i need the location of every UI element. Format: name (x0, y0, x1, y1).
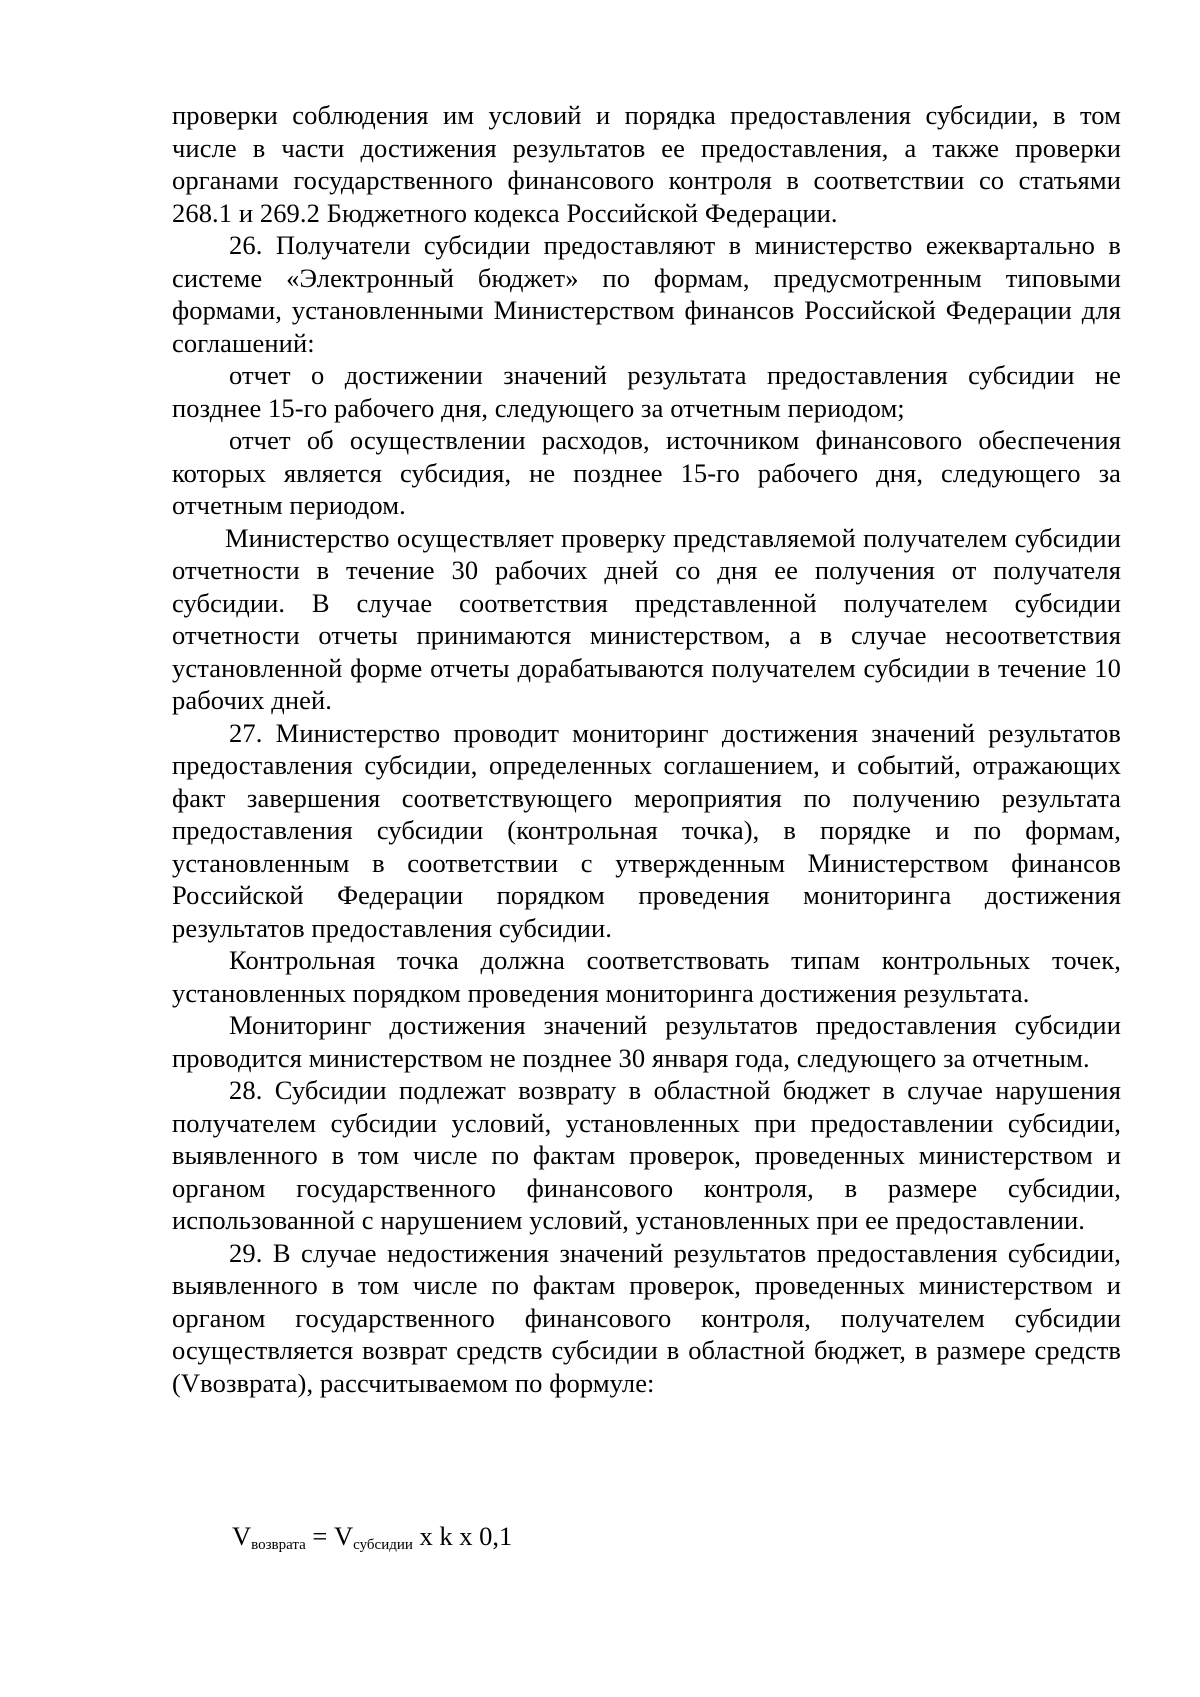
paragraph-27-control-point: Контрольная точка должна соответствовать типам контрольных точек, установленных порядком проведения мониторинга достижения результата. (172, 945, 1121, 1008)
paragraph-27: 27. Министерство проводит мониторинг достижения значений результатов предоставления субсидии, определенных соглашением, и событий, отражающих факт завершения соответствующего мероприятия по получению результата предоставления субсидии (контрольная точка), в порядке и по формам, установленным в соответствии с утвержденным Министерством финансов Российской Федерации порядком проведения мониторинга достижения результатов предоставления субсидии. (172, 717, 1121, 943)
formula-lhs-symbol: V (232, 1521, 252, 1551)
formula-rhs-subscript: субсидии (353, 1537, 413, 1553)
paragraph-29: 29. В случае недостижения значений результатов предоставления субсидии, выявленного в том числе по фактам проверок, проведенных министерством и органом государственного финансового контроля, получателем субсидии осуществляется возврат средств субсидии в областной бюджет, в размере средств (Vвозврата), рассчитываемом по формуле: (172, 1237, 1121, 1398)
formula-lhs-subscript: возврата (251, 1537, 306, 1553)
formula-rhs-symbol: V (334, 1521, 354, 1551)
paragraph-26: 26. Получатели субсидии предоставляют в министерство ежеквартально в системе «Электронный бюджет» по формам, предусмотренным типовыми формами, установленными Министерством финансов Российской Федерации для соглашений: (172, 230, 1121, 358)
paragraph-25-continuation: проверки соблюдения им условий и порядка предоставления субсидии, в том числе в части достижения результатов ее предоставления, а также проверки органами государственного финансового контроля в соответствии со статьями 268.1 и 269.2 Бюджетного кодекса Российской Федерации. (172, 100, 1121, 228)
document-body (172, 99, 1121, 1399)
paragraph-26-report-results: отчет о достижении значений результата предоставления субсидии не позднее 15-го рабочего дня, следующего за отчетным периодом; (172, 360, 1121, 423)
refund-formula (232, 1520, 512, 1561)
paragraph-26-report-expenses: отчет об осуществлении расходов, источником финансового обеспечения которых является субсидия, не позднее 15-го рабочего дня, следующего за отчетным периодом. (172, 425, 1121, 520)
formula-rhs-tail: x k x 0,1 (412, 1521, 513, 1551)
paragraph-28: 28. Субсидии подлежат возврату в областной бюджет в случае нарушения получателем субсидии условий, установленных при предоставлении субсидии, выявленного в том числе по фактам проверок, проведенных министерством и органом государственного финансового контроля, в размере субсидии, использованной с нарушением условий, установленных при ее предоставлении. (172, 1075, 1121, 1235)
formula-equals: = (305, 1521, 334, 1551)
paragraph-26-verification: Министерство осуществляет проверку представляемой получателем субсидии отчетности в течение 30 рабочих дней со дня ее получения от получателя субсидии. В случае соответствия представленной получателем субсидии отчетности отчеты принимаются министерством, а в случае несоответствия установленной форме отчеты дорабатываются получателем субсидии в течение 10 рабочих дней. (172, 522, 1121, 715)
paragraph-27-monitoring: Мониторинг достижения значений результатов предоставления субсидии проводится министерством не позднее 30 января года, следующего за отчетным. (172, 1010, 1121, 1073)
